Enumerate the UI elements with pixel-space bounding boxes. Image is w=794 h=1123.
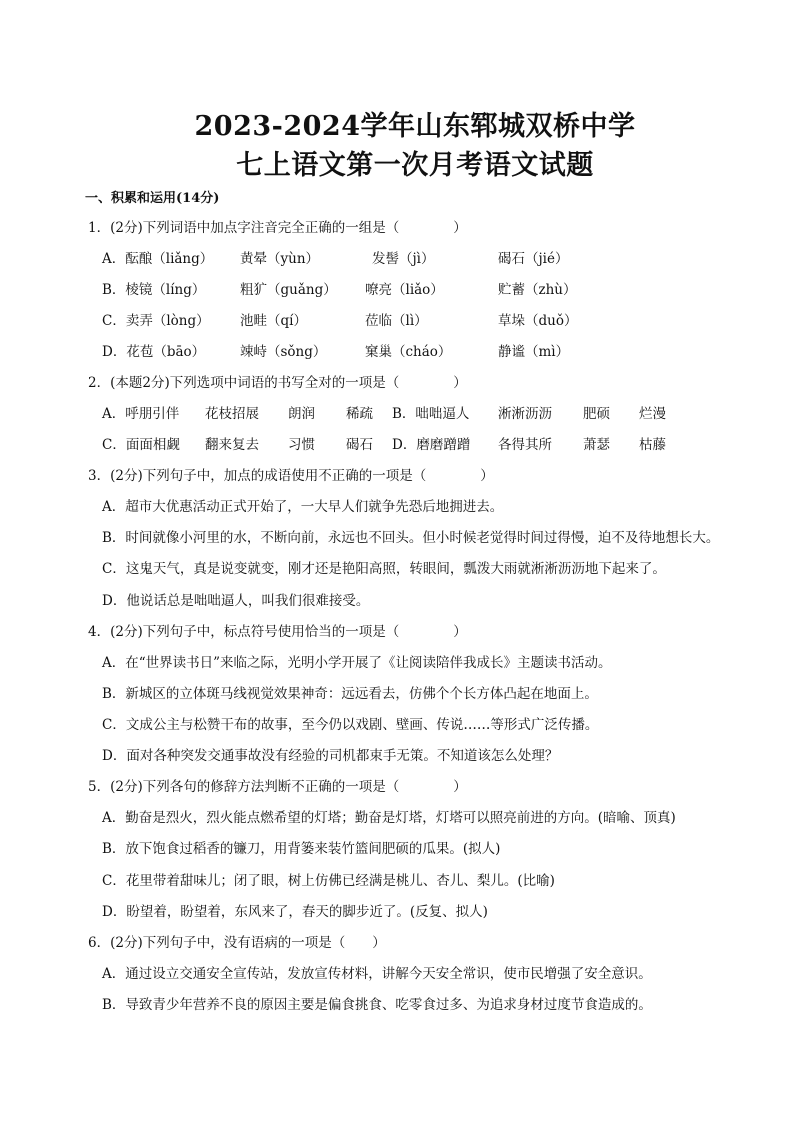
q2-row1-word5: B．咄咄逼人	[392, 406, 470, 422]
q1-option-b-word2: 粗犷（guǎng）	[240, 282, 337, 298]
q4-option-c: C．文成公主与松赞干布的故事，至今仍以戏剧、壁画、传说……等形式广泛传播。	[102, 717, 599, 733]
q6-option-a: A．通过设立交通安全宣传站，发放宣传材料，讲解今天安全常识，使市民增强了安全意识。	[102, 966, 652, 982]
q1-option-d-word1: D．花苞（bāo）	[102, 344, 206, 360]
question-5-stem: 5．(2分)下列各句的修辞方法判断不正确的一项是（ ）	[88, 779, 467, 795]
q1-option-c-word3: 莅临（lì）	[365, 313, 428, 329]
q2-row1-word8: 烂漫	[639, 406, 666, 422]
q1-option-d-word3: 窠巢（cháo）	[365, 344, 452, 360]
q4-option-d: D．面对各种突发交通事故没有经验的司机都束手无策。不知道该怎么处理？	[102, 748, 559, 764]
q2-row2-word5: D．磨磨蹭蹭	[392, 437, 471, 453]
q5-option-d: D．盼望着，盼望着，东风来了，春天的脚步近了。(反复、拟人)	[102, 904, 488, 920]
q2-row2-word4: 碣石	[346, 437, 373, 453]
q1-option-d-word4: 静谧（mì）	[498, 344, 570, 360]
q5-option-c: C．花里带着甜味儿；闭了眼，树上仿佛已经满是桃儿、杏儿、梨儿。(比喻)	[102, 873, 555, 889]
q4-option-a: A．在“世界读书日”来临之际，光明小学开展了《让阅读陪伴我成长》主题读书活动。	[102, 655, 612, 671]
q2-row1-word1: A．呼朋引伴	[102, 406, 180, 422]
section-heading: 一、积累和运用(14分)	[85, 191, 220, 206]
q2-row1-word2: 花枝招展	[205, 406, 259, 422]
q3-option-b: B．时间就像小河里的水，不断向前，永远也不回头。但小时候老觉得时间过得慢，迫不及待地想长大。	[102, 530, 720, 546]
q1-option-d-word2: 竦峙（sǒng）	[240, 344, 327, 360]
q1-option-b-word4: 贮蓄（zhù）	[498, 282, 577, 298]
q2-row2-word6: 各得其所	[498, 437, 552, 453]
q1-option-a-word1: A．酝酿（liǎng）	[102, 251, 214, 267]
q5-option-a: A．勤奋是烈火，烈火能点燃希望的灯塔；勤奋是灯塔，灯塔可以照亮前进的方向。(暗喻、顶真)	[102, 810, 676, 826]
q1-option-a-word4: 碣石（jié）	[498, 251, 569, 267]
q2-row2-word7: 萧瑟	[583, 437, 610, 453]
exam-title-line2: 七上语文第一次月考语文试题	[236, 150, 594, 181]
q1-option-a-word2: 黄晕（yùn）	[240, 251, 320, 267]
q1-option-a-word3: 发髻（jì）	[372, 251, 435, 267]
q3-option-a: A．超市大优惠活动正式开始了，一大早人们就争先恐后地拥进去。	[102, 499, 504, 515]
q1-option-c-word1: C．卖弄（lòng）	[102, 313, 210, 329]
q1-option-b-word3: 嘹亮（liǎo）	[365, 282, 444, 298]
question-3-stem: 3．(2分)下列句子中，加点的成语使用不正确的一项是（ ）	[88, 468, 494, 484]
q2-row2-word1: C．面面相觑	[102, 437, 180, 453]
exam-title-line1: 2023-2024学年山东郓城双桥中学	[194, 111, 636, 142]
question-1-stem: 1．(2分)下列词语中加点字注音完全正确的一组是（ ）	[88, 220, 467, 236]
q2-row1-word6: 淅淅沥沥	[498, 406, 552, 422]
q6-option-b: B．导致青少年营养不良的原因主要是偏食挑食、吃零食过多、为追求身材过度节食造成的。	[102, 997, 652, 1013]
q1-option-c-word2: 池畦（qí）	[240, 313, 307, 329]
q2-row1-word4: 稀疏	[346, 406, 373, 422]
q1-option-b-word1: B．棱镜（líng）	[102, 282, 206, 298]
q1-option-c-word4: 草垛（duǒ）	[498, 313, 578, 329]
q2-row2-word8: 枯藤	[639, 437, 666, 453]
q2-row1-word7: 肥硕	[583, 406, 610, 422]
q3-option-c: C．这鬼天气，真是说变就变，刚才还是艳阳高照，转眼间，瓢泼大雨就淅淅沥沥地下起来了。	[102, 561, 666, 577]
q2-row2-word2: 翻来复去	[205, 437, 259, 453]
q2-row1-word3: 朗润	[288, 406, 315, 422]
q5-option-b: B．放下饱食过稻香的镰刀，用背篓来装竹篮间肥硕的瓜果。(拟人)	[102, 841, 501, 857]
question-4-stem: 4．(2分)下列句子中，标点符号使用恰当的一项是（ ）	[88, 624, 467, 640]
question-6-stem: 6．(2分)下列句子中，没有语病的一项是（ ）	[88, 935, 386, 951]
q2-row2-word3: 习惯	[288, 437, 315, 453]
q3-option-d: D．他说话总是咄咄逼人，叫我们很难接受。	[102, 593, 370, 609]
q4-option-b: B．新城区的立体斑马线视觉效果神奇：远远看去，仿佛个个长方体凸起在地面上。	[102, 686, 598, 702]
question-2-stem: 2．(本题2分)下列选项中词语的书写全对的一项是（ ）	[88, 375, 467, 391]
